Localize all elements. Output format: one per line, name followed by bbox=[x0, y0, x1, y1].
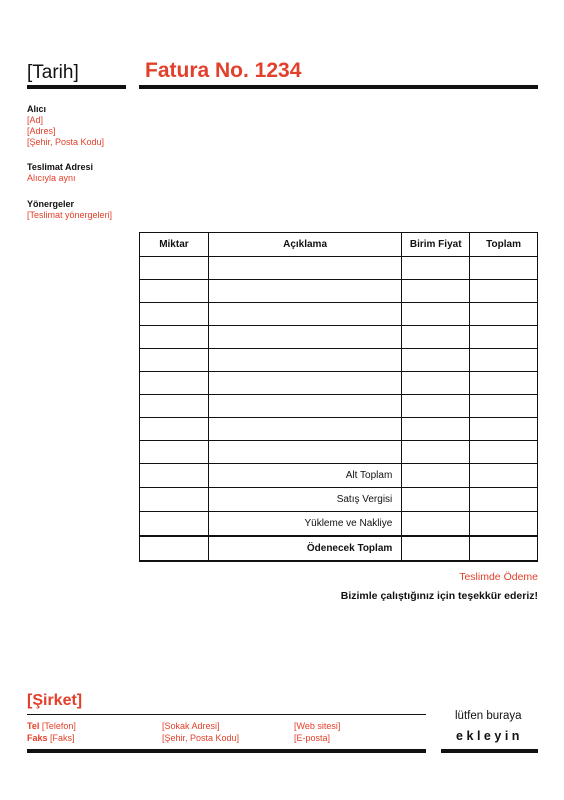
shipping-label: Teslimat Adresi bbox=[27, 162, 94, 172]
cell[interactable] bbox=[402, 303, 470, 326]
col-unit-price: Birim Fiyat bbox=[402, 233, 470, 257]
shipping-value: Alıcıyla aynı bbox=[27, 173, 76, 183]
col-total: Toplam bbox=[470, 233, 538, 257]
footer-rule bbox=[27, 714, 426, 715]
directions-value: [Teslimat yönergeleri] bbox=[27, 210, 113, 220]
cell[interactable] bbox=[470, 372, 538, 395]
thanks-message: Bizimle çalıştığınız için teşekkür ederiz! bbox=[340, 590, 538, 602]
subtotal-value[interactable] bbox=[470, 464, 538, 488]
footer-contact bbox=[27, 720, 76, 744]
shipping-cost-label: Yükleme ve Nakliye bbox=[208, 512, 401, 536]
cell[interactable] bbox=[140, 441, 209, 464]
sales-tax-label: Satış Vergisi bbox=[208, 488, 401, 512]
subtotal-label: Alt Toplam bbox=[208, 464, 401, 488]
website: [Web sitesi] bbox=[294, 721, 341, 731]
table-row bbox=[140, 372, 538, 395]
fax-value: [Faks] bbox=[50, 733, 75, 743]
col-quantity: Miktar bbox=[140, 233, 209, 257]
col-description: Açıklama bbox=[208, 233, 401, 257]
cell[interactable] bbox=[470, 303, 538, 326]
shipping-cost-value[interactable] bbox=[470, 512, 538, 536]
recipient-address: [Adres] bbox=[27, 126, 56, 136]
cell[interactable] bbox=[402, 349, 470, 372]
cell[interactable] bbox=[470, 395, 538, 418]
invoice-date: [Tarih] bbox=[27, 62, 79, 83]
cell[interactable] bbox=[140, 303, 209, 326]
table-row bbox=[140, 257, 538, 280]
fax-label: Faks bbox=[27, 733, 48, 743]
cell[interactable] bbox=[402, 418, 470, 441]
cell[interactable] bbox=[140, 349, 209, 372]
table-row bbox=[140, 303, 538, 326]
cell[interactable] bbox=[208, 280, 401, 303]
cell[interactable] bbox=[402, 536, 470, 561]
recipient-label: Alıcı bbox=[27, 104, 47, 114]
subtotal-row bbox=[140, 464, 538, 488]
cell[interactable] bbox=[402, 395, 470, 418]
directions-label: Yönergeler bbox=[27, 199, 75, 209]
cell[interactable] bbox=[470, 280, 538, 303]
table-row bbox=[140, 395, 538, 418]
table-row bbox=[140, 441, 538, 464]
cell[interactable] bbox=[208, 441, 401, 464]
cell[interactable] bbox=[470, 257, 538, 280]
cell[interactable] bbox=[140, 257, 209, 280]
cell[interactable] bbox=[208, 395, 401, 418]
cell[interactable] bbox=[140, 372, 209, 395]
recipient-city: [Şehir, Posta Kodu] bbox=[27, 137, 105, 147]
company-name: [Şirket] bbox=[27, 692, 83, 709]
phone-label: Tel bbox=[27, 721, 40, 731]
city-postal: [Şehir, Posta Kodu] bbox=[162, 733, 240, 743]
cell[interactable] bbox=[208, 326, 401, 349]
cell[interactable] bbox=[402, 441, 470, 464]
footer-fax bbox=[27, 732, 76, 744]
cell[interactable] bbox=[140, 395, 209, 418]
cell bbox=[140, 512, 209, 536]
footer-rule-bottom bbox=[27, 749, 426, 753]
cell bbox=[140, 536, 209, 561]
sales-tax-value[interactable] bbox=[470, 488, 538, 512]
cell[interactable] bbox=[402, 488, 470, 512]
cell bbox=[140, 488, 209, 512]
cell[interactable] bbox=[402, 326, 470, 349]
recipient-name: [Ad] bbox=[27, 115, 44, 125]
street-address: [Sokak Adresi] bbox=[162, 721, 220, 731]
cell[interactable] bbox=[470, 349, 538, 372]
cell[interactable] bbox=[208, 303, 401, 326]
cell[interactable] bbox=[402, 464, 470, 488]
total-due-row bbox=[140, 536, 538, 561]
recipient-block bbox=[27, 104, 104, 148]
shipping-row bbox=[140, 512, 538, 536]
shipping-block bbox=[27, 162, 93, 184]
cell[interactable] bbox=[470, 441, 538, 464]
cell[interactable] bbox=[470, 418, 538, 441]
footer-phone bbox=[27, 720, 76, 732]
cell[interactable] bbox=[402, 280, 470, 303]
cell[interactable] bbox=[140, 326, 209, 349]
logo-placeholder-line1: lütfen buraya bbox=[455, 710, 522, 722]
email: [E-posta] bbox=[294, 733, 331, 743]
cell[interactable] bbox=[402, 257, 470, 280]
table-row bbox=[140, 280, 538, 303]
footer-address bbox=[162, 720, 239, 744]
cell bbox=[140, 464, 209, 488]
cell[interactable] bbox=[208, 372, 401, 395]
phone-value: [Telefon] bbox=[41, 721, 76, 731]
cell[interactable] bbox=[140, 280, 209, 303]
table-row bbox=[140, 418, 538, 441]
directions-block bbox=[27, 199, 112, 221]
cell[interactable] bbox=[470, 326, 538, 349]
total-due-value[interactable] bbox=[470, 536, 538, 561]
footer-web bbox=[294, 720, 340, 744]
invoice-title: Fatura No. 1234 bbox=[145, 59, 302, 82]
items-header-row bbox=[140, 233, 538, 257]
table-row bbox=[140, 326, 538, 349]
cell[interactable] bbox=[208, 257, 401, 280]
cell[interactable] bbox=[402, 512, 470, 536]
table-row bbox=[140, 349, 538, 372]
sales-tax-row bbox=[140, 488, 538, 512]
cell[interactable] bbox=[208, 349, 401, 372]
header-rule-right bbox=[139, 85, 538, 89]
payment-note: Teslimde Ödeme bbox=[459, 571, 538, 583]
items-table bbox=[139, 232, 538, 562]
total-due-label: Ödenecek Toplam bbox=[208, 536, 401, 561]
cell[interactable] bbox=[208, 418, 401, 441]
logo-placeholder-line2: ekleyin bbox=[456, 729, 523, 743]
cell[interactable] bbox=[402, 372, 470, 395]
logo-rule bbox=[441, 749, 538, 753]
header-rule-left bbox=[27, 85, 126, 89]
cell[interactable] bbox=[140, 418, 209, 441]
